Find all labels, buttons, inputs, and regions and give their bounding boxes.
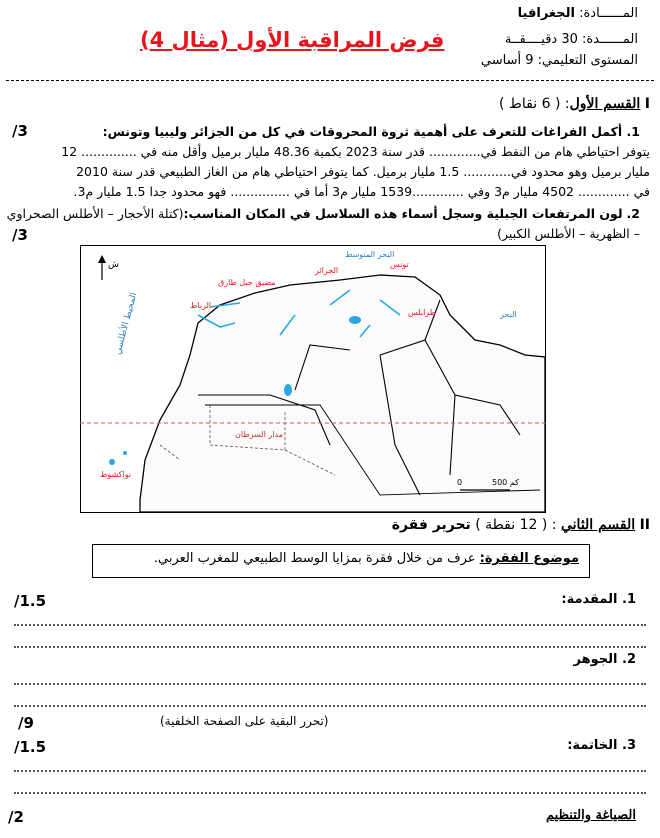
answer-line[interactable]	[14, 646, 646, 648]
q2-prompt: 2. لون المرتفعات الجبلية وسجل أسماء هذه السلاسل في المكان المناسب:(كتلة الأحجار – الأطلس الصحراوي	[6, 206, 640, 221]
city-tunis: تونس	[390, 260, 409, 269]
intro-label: 1. المقدمة:	[561, 592, 636, 607]
city-dot	[123, 451, 127, 455]
page-title: فرض المراقبة الأول (مثال 4)	[140, 28, 445, 52]
conclusion-label: 3. الخاتمة:	[567, 738, 636, 753]
lake-2	[284, 384, 292, 396]
header-divider	[6, 80, 654, 81]
style-label: الصياغة والتنظيم	[546, 808, 636, 823]
subject-line: المــــــادة: الجغرافيا	[517, 6, 638, 21]
scale-zero: 0	[457, 478, 463, 487]
topic-box: موضوع الفقرة: عرف من خلال فقرة بمزايا الوسط الطبيعي للمغرب العربي.	[92, 544, 590, 578]
q1-line-2: مليار برميل وهو محدود في............ 1.5 مليار برميل. كما يتوفر احتياطي هام من الغاز الطبيعي قدر سنة 2010	[76, 164, 650, 179]
scale-label: 500 كم	[492, 478, 519, 487]
conclusion-score: /1.5	[14, 738, 47, 756]
answer-line[interactable]	[14, 770, 646, 772]
city-nouakchott: نواكشوط	[100, 470, 132, 479]
answer-line[interactable]	[14, 683, 646, 685]
atlantic-label: المحيط الأطلسي	[113, 291, 140, 356]
q1-line-3: في ............. 4502 مليار م3 وفي .............1539 مليار م3 أما في ............... فهو محدود جدا 1.5 مليار م3.	[73, 184, 650, 199]
city-rabat: الرباط	[190, 301, 212, 310]
q1-line-1: يتوفر احتياطي هام من النفط في............. قدر سنة 2023 بكمية 48.36 مليار برميل وأقل منه في .............. 12	[61, 144, 650, 159]
answer-line[interactable]	[14, 705, 646, 707]
body-label: 2. الجوهر	[573, 652, 636, 667]
level-line: المستوى التعليمي: 9 أساسي	[480, 53, 638, 68]
part1-heading: I القسم الأول: ( 6 نقاط )	[499, 96, 650, 112]
tropic-label: مدار السرطان	[235, 430, 284, 439]
city-algiers: الجزائر	[315, 266, 339, 275]
lake-1	[349, 316, 361, 324]
med-label: البحر المتوسط	[345, 250, 395, 259]
q1-score: /3	[12, 122, 28, 140]
body-score: /9	[18, 714, 34, 732]
q2-options-cont: – الظهرية – الأطلس الكبير)	[497, 226, 640, 241]
q1-prompt: 1. أكمل الفراغات للتعرف على أهمية ثروة المحروقات في كل من الجزائر وليبيا وتونس:	[102, 124, 640, 139]
city-dot	[109, 459, 115, 465]
city-tripoli: طرابلس	[408, 308, 437, 317]
duration-line: المــــــدة: 30 دقيــــقــة	[504, 32, 638, 47]
answer-line[interactable]	[14, 624, 646, 626]
continue-note: (تحرر البقية على الصفحة الخلفية)	[160, 714, 329, 728]
sea-label: البحر	[500, 310, 517, 319]
answer-line[interactable]	[14, 792, 646, 794]
intro-score: /1.5	[14, 592, 47, 610]
style-score: /2	[8, 808, 24, 826]
q2-score: /3	[12, 226, 28, 244]
north-label: ش	[108, 260, 119, 270]
city-gibraltar: مضيق جبل طارق	[218, 278, 276, 287]
part2-heading: II القسم الثاني : ( 12 نقطة ) تحرير فقرة	[391, 517, 650, 533]
maghreb-map	[80, 245, 546, 513]
